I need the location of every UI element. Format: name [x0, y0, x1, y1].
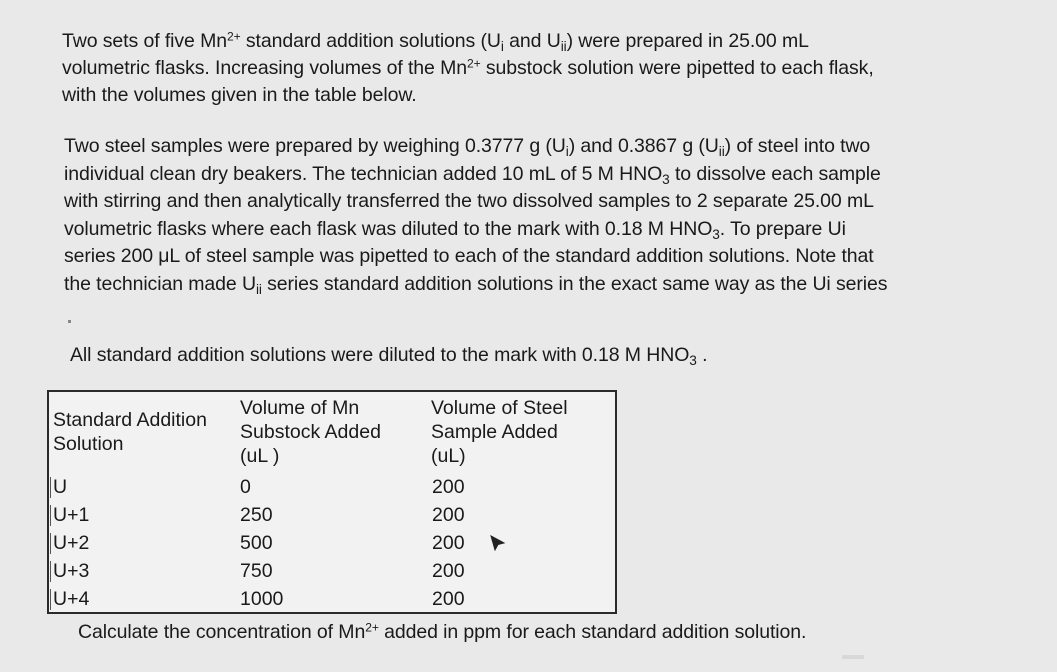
cell-solution: U+4 [53, 586, 89, 613]
cell-mn-volume: 1000 [240, 588, 284, 610]
addition-volume-table [47, 390, 617, 614]
prep-line-5: series 200 μL of steel sample was pipetted to each of the standard addition solutions. Note that [64, 245, 874, 267]
table-row [49, 586, 615, 613]
table-row [49, 558, 615, 585]
header-solution: Standard Addition Solution [53, 409, 207, 455]
cell-solution: U+2 [53, 530, 89, 557]
cell-steel-volume: 200 [432, 504, 465, 526]
intro-paragraph [62, 28, 1032, 109]
prep-line-2: individual clean dry beakers. The technician added 10 mL of 5 M $HNO_3$ to dissolve each sample [64, 162, 881, 187]
table-row [49, 474, 615, 501]
cell-solution: U [53, 474, 67, 501]
intro-line-3: with the volumes given in the table below. [62, 84, 417, 106]
cell-mn-volume: 0 [240, 476, 251, 498]
cell-solution: U+3 [53, 558, 89, 585]
prep-line-6: the technician made $U_{ii}$ series standard addition solutions in the exact same way as the Ui series [64, 272, 888, 297]
stray-dot [68, 320, 71, 323]
prep-line-4: volumetric flasks where each flask was diluted to the mark with 0.18 M $HNO_3$. To prepare Ui [64, 217, 846, 242]
cell-mn-volume: 250 [240, 504, 273, 526]
sample-prep-paragraph [64, 133, 1034, 298]
background-smudge [842, 655, 864, 659]
prep-line-3: with stirring and then analytically transferred the two dissolved samples to 2 separate 25.00 mL [64, 190, 874, 212]
cell-mn-volume: 750 [240, 560, 273, 582]
dilution-note: All standard addition solutions were diluted to the mark with 0.18 M $HNO_3$ . [70, 344, 708, 369]
question-text: Calculate the concentration of $Mn^{2+}$ added in ppm for each standard addition solution. [78, 620, 807, 643]
intro-line-1: Two sets of five $Mn^{2+}$ standard addition solutions ($U_i$ and $U_{ii}$) were prepared in 25.00 mL [62, 29, 809, 55]
table-row [49, 530, 615, 557]
cell-steel-volume: 200 [432, 532, 465, 554]
cell-mn-volume: 500 [240, 532, 273, 554]
cell-steel-volume: 200 [432, 588, 465, 610]
cell-steel-volume: 200 [432, 476, 465, 498]
header-steel-volume: Volume of Steel Sample Added (uL) [431, 397, 568, 467]
cell-solution: U+1 [53, 502, 89, 529]
table-row [49, 502, 615, 529]
intro-line-2: volumetric flasks. Increasing volumes of the $Mn^{2+}$ substock solution were pipetted to each flask, [62, 56, 874, 79]
header-mn-volume: Volume of Mn Substock Added (uL ) [240, 397, 381, 467]
cell-steel-volume: 200 [432, 560, 465, 582]
mouse-pointer-icon [490, 534, 506, 552]
prep-line-1: Two steel samples were prepared by weighing 0.3777 g $(U_i)$ and 0.3867 g $(U_{ii})$ of steel into two [64, 135, 871, 160]
